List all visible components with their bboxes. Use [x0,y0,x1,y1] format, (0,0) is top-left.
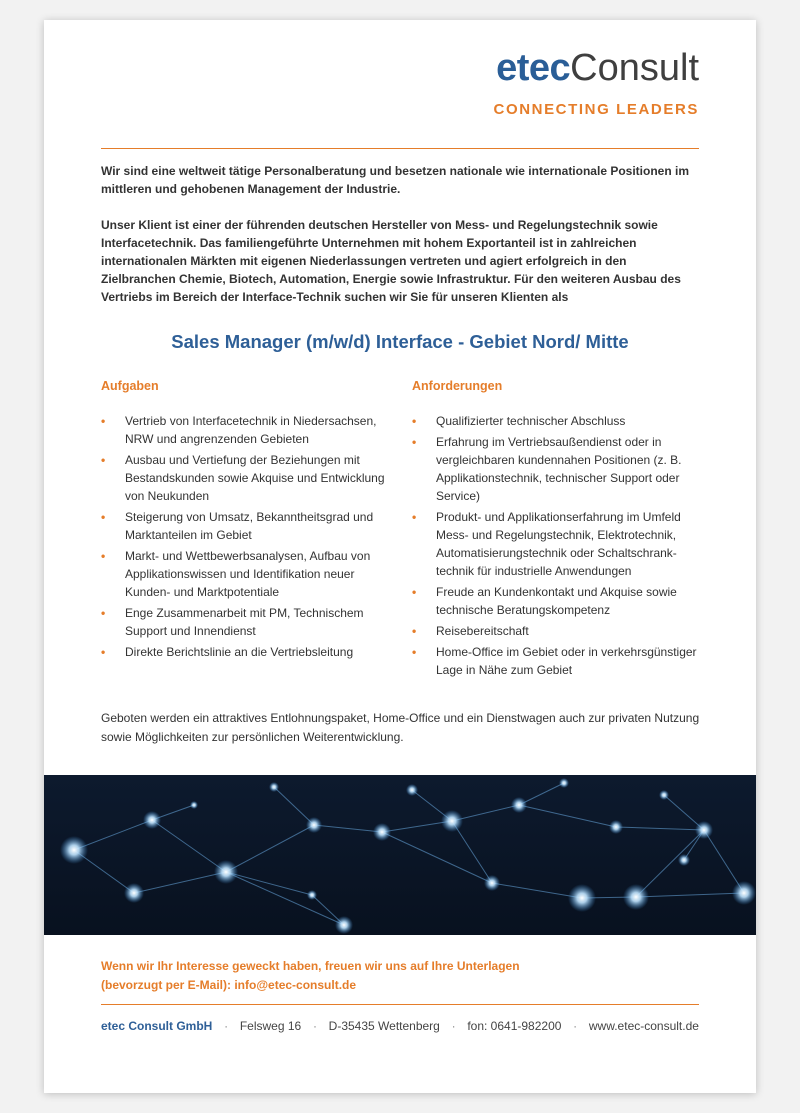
task-text: Direkte Berichtslinie an die Vertriebsleitung [125,645,354,659]
bullet-icon: • [101,606,106,620]
cta-line-1: Wenn wir Ihr Interesse geweckt haben, freuen wir uns auf Ihre Unterlagen [101,959,520,973]
footer-website-link[interactable]: www.etec-consult.de [588,1019,699,1033]
footer-company: etec Consult GmbH [101,1019,213,1033]
requirement-text: Qualifizierter technischer Abschluss [436,414,626,428]
task-text: Vertrieb von Interfacetechnik in Niedersachsen, NRW und angrenzenden Gebieten [125,414,377,446]
logo-tagline: CONNECTING LEADERS [493,101,699,118]
list-item [101,643,391,661]
tasks-list [101,412,391,661]
bullet-icon: • [412,624,417,638]
task-text: Ausbau und Vertiefung der Beziehungen mit Bestandskunden sowie Akquise und Entwicklung von Neukunden [125,453,385,503]
requirements-column [412,379,702,682]
task-text: Markt- und Wettbewerbsanalysen, Aufbau von Applikationswissen und Identifikation neuer Kunden- und Marktpotentiale [125,549,371,599]
tasks-heading: Aufgaben [101,379,159,393]
requirement-text: Produkt- und Applikationserfahrung im Umfeld Mess- und Regelungstechnik, Elektrotechnik, Automatisierungstechnik oder Schaltschrank-technik für industrielle Anwendungen [436,510,681,578]
task-text: Steigerung von Umsatz, Bekanntheitsgrad und Marktanteilen im Gebiet [125,510,374,542]
bullet-icon: • [101,510,106,524]
intro-paragraph-1: Wir sind eine weltweit tätige Personalberatung und besetzen nationale wie internationale Positionen im mittleren und gehobenen Management der Industrie. [101,164,689,196]
intro-paragraph-2: Unser Klient ist einer der führenden deutschen Hersteller von Mess- und Regelungstechnik sowie Interfacetechnik. Das familiengeführte Unternehmen mit hohem Exportanteil ist in zahlreichen internationalen Märkten mit eigenen Niederlassungen vertreten und agiert erfolgreich in den Zielbranchen Chemie, Biotech, Automation, Energie sowie Infrastruktur. Für den weiteren Ausbau des Vertriebs im Bereich der Interface-Technik suchen wir Sie für unseren Klienten als [101,218,681,304]
bullet-icon: • [101,549,106,563]
list-item [101,604,391,640]
call-to-action [101,957,661,995]
bullet-icon: • [101,414,106,428]
list-item [412,508,702,580]
bullet-icon: • [412,414,417,428]
job-ad-page [44,20,756,1093]
task-text: Enge Zusammenarbeit mit PM, Technischem Support und Innendienst [125,606,364,638]
footer-separator: · [573,1019,578,1033]
requirements-heading: Anforderungen [412,379,503,393]
bullet-icon: • [101,453,106,467]
bullet-icon: • [412,585,417,599]
logo-brand-etec: etec [496,47,571,89]
footer-separator: · [312,1019,317,1033]
footer-contact [101,1019,699,1033]
requirement-text: Erfahrung im Vertriebsaußendienst oder in vergleichbaren kundennahen Positionen (z. B. Applikationstechnik, technischer Support oder Service) [436,435,682,503]
intro-text [101,162,701,324]
tasks-column [101,379,391,664]
list-item [412,433,702,505]
cta-line-2: (bevorzugt per E-Mail): info@etec-consult.de [101,978,357,992]
bottom-divider [101,1004,699,1005]
network-graph-image [44,775,756,935]
requirement-text: Freude an Kundenkontakt und Akquise sowie technische Beratungskompetenz [436,585,677,617]
bullet-icon: • [412,645,417,659]
requirement-text: Reisebereitschaft [436,624,529,638]
job-title: Sales Manager (m/w/d) Interface - Gebiet Nord/ Mitte [171,331,629,352]
requirements-list [412,412,702,679]
list-item [412,643,702,679]
bullet-icon: • [412,435,417,449]
list-item [101,508,391,544]
footer-separator: · [451,1019,456,1033]
footer-street: Felsweg 16 [239,1019,302,1033]
footer-phone: fon: 0641-982200 [467,1019,562,1033]
company-logo [494,47,699,118]
bullet-icon: • [412,510,417,524]
footer-separator: · [224,1019,229,1033]
logo-wordmark [494,47,699,89]
list-item [412,583,702,619]
list-item [412,622,702,640]
list-item [412,412,702,430]
top-divider [101,148,699,149]
list-item [101,547,391,601]
footer-city: D-35435 Wettenberg [328,1019,440,1033]
offer-text: Geboten werden ein attraktives Entlohnungspaket, Home-Office und ein Dienstwagen auch zur privaten Nutzung sowie Möglichkeiten zur persönlichen Weiterentwicklung. [101,711,700,744]
list-item [101,412,391,448]
bullet-icon: • [101,645,106,659]
logo-brand-consult: Consult [570,47,699,89]
requirement-text: Home-Office im Gebiet oder in verkehrsgünstiger Lage in Nähe zum Gebiet [436,645,697,677]
list-item [101,451,391,505]
